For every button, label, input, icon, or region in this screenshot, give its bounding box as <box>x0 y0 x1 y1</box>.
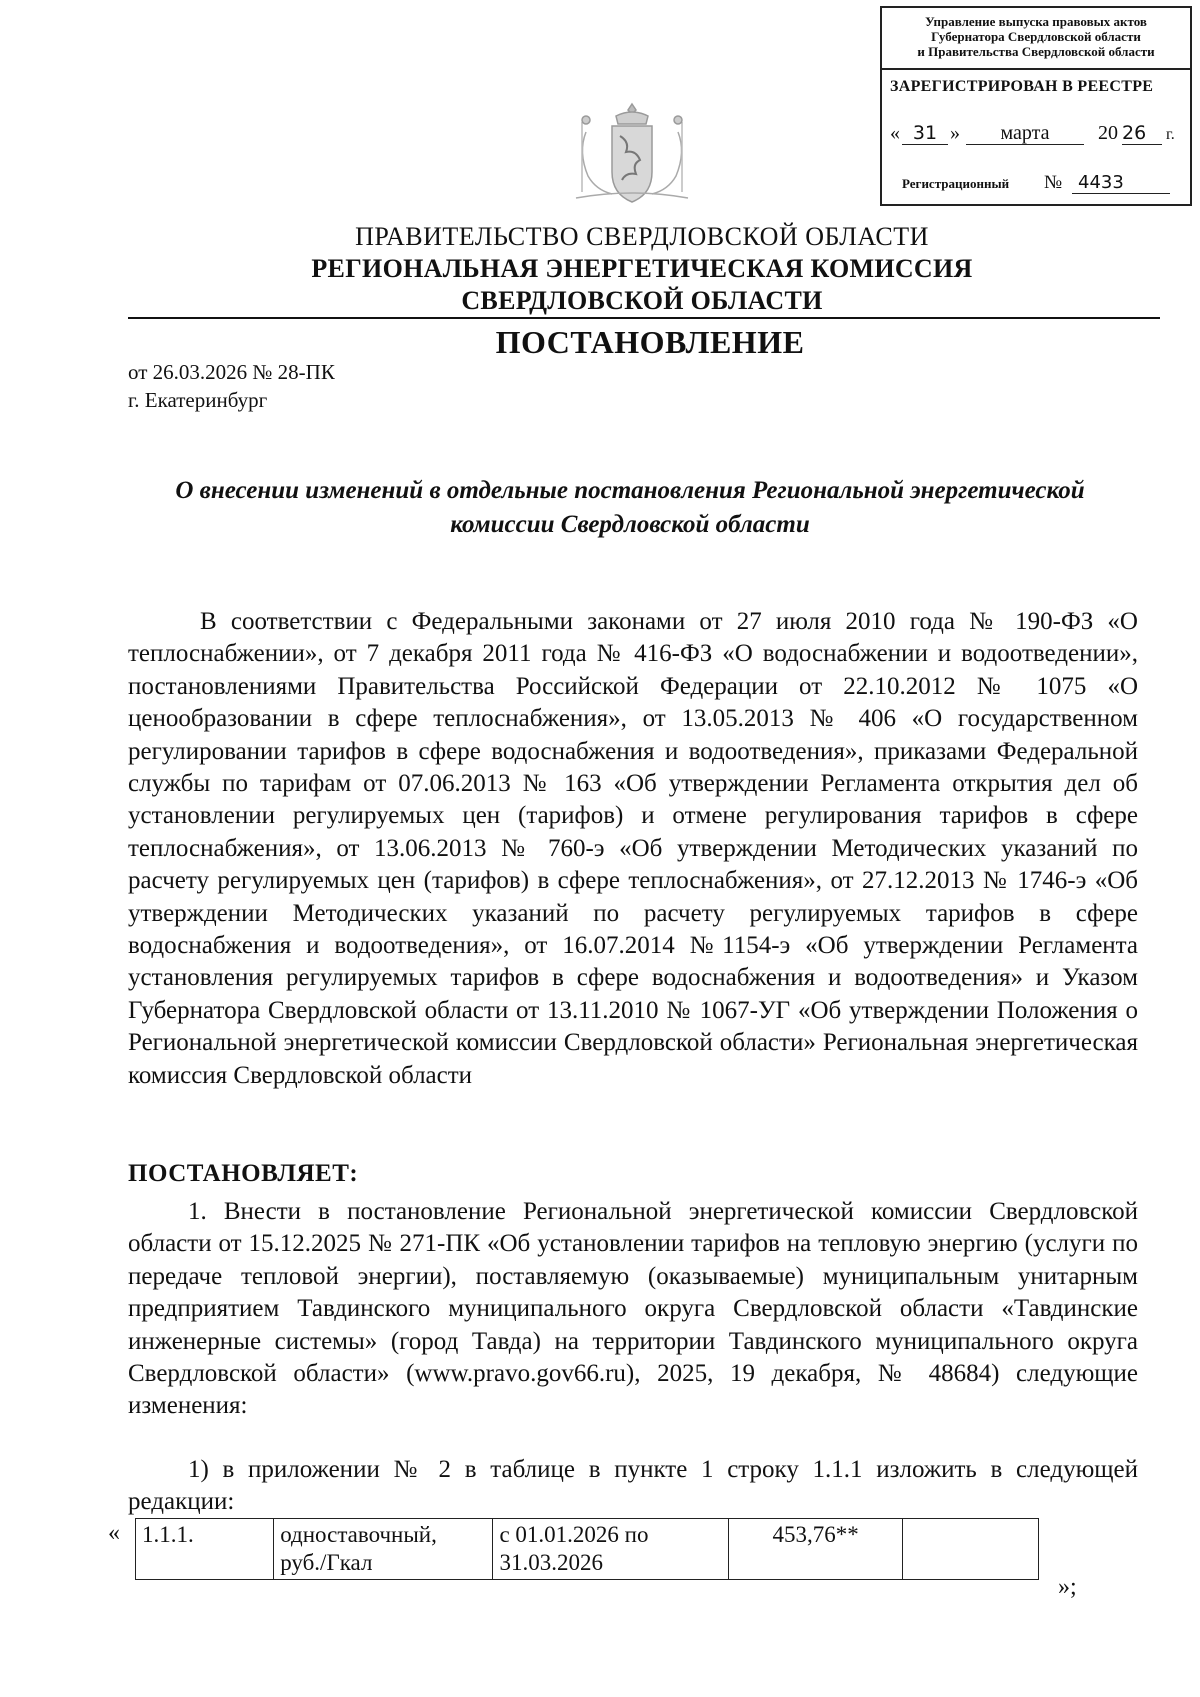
document-city: г. Екатеринбург <box>128 388 268 412</box>
stamp-reg-sign: № <box>1044 172 1063 193</box>
stamp-year-suffix: 26 <box>1122 122 1162 145</box>
cell-extra <box>902 1519 1038 1580</box>
stamp-quote-open: « <box>890 122 900 144</box>
amendment-quote-close: »; <box>1058 1574 1077 1600</box>
commission-name-line2: СВЕРДЛОВСКОЙ ОБЛАСТИ <box>461 286 823 315</box>
document-title: О внесении изменений в отдельные постановления Региональной энергетической комиссии Свердловской области <box>175 477 1085 538</box>
stamp-org-line: Губернатора Свердловской области <box>931 29 1141 44</box>
stamp-month: марта <box>966 122 1084 145</box>
stamp-reg-number: 4433 <box>1072 172 1170 194</box>
coat-of-arms-emblem <box>572 102 692 212</box>
document-date-number: от 26.03.2026 № 28-ПК <box>128 360 335 384</box>
stamp-year-unit: г. <box>1166 126 1175 143</box>
cell-rate-type: одноставочный, руб./Гкал <box>274 1519 493 1580</box>
preamble-paragraph: В соответствии с Федеральными законами от 27 июля 2010 года № 190-ФЗ «О теплоснабжении», от 7 декабря 2011 года № 416-ФЗ «О водоснабжении и водоотведении», постановлениями Правительства Российской Федерации от 22.10.2012 № 1075 «О ценообразовании в сфере теплоснабжения», от 13.05.2013 № 406 «О государственном регулировании тарифов в сфере водоснабжения и водоотведения», приказами Федеральной службы по тарифам от 07.06.2013 № 163 «Об утверждении Регламента открытия дел об установлении регулируемых цен (тарифов) и отмене регулирования тарифов в сфере теплоснабжения», от 13.06.2013 № 760-э «Об утверждении Методических указаний по расчету регулируемых цен (тарифов) в сфере теплоснабжения», от 27.12.2013 № 1746-э «Об утверждении Методических указаний по расчету регулируемых тарифов в сфере водоснабжения и водоотведения», от 16.07.2014 №1154-э «Об утверждении Регламента установления регулируемых тарифов в сфере водоснабжения и водоотведения» и Указом Губернатора Свердловской области от 13.11.2010 № 1067-УГ «Об утверждении Положения о Региональной энергетической комиссии Свердловской области» Региональная энергетическая комиссия Свердловской области <box>128 608 1138 1089</box>
government-name: ПРАВИТЕЛЬСТВО СВЕРДЛОВСКОЙ ОБЛАСТИ <box>355 222 929 251</box>
cell-value: 453,76** <box>729 1519 903 1580</box>
document-type: ПОСТАНОВЛЕНИЕ <box>495 324 805 360</box>
commission-name-line1: РЕГИОНАЛЬНАЯ ЭНЕРГЕТИЧЕСКАЯ КОМИССИЯ <box>311 254 973 283</box>
amendment-quote-open: « <box>108 1520 120 1546</box>
table-row <box>136 1519 1039 1580</box>
item-1-subitem-1: 1) в приложении № 2 в таблице в пункте 1 строку 1.1.1 изложить в следующей редакции: <box>128 1456 1138 1516</box>
stamp-organization <box>882 14 1190 59</box>
decree-word: ПОСТАНОВЛЯЕТ: <box>128 1160 359 1187</box>
stamp-quote-close: » <box>950 122 960 144</box>
cell-code: 1.1.1. <box>136 1519 274 1580</box>
stamp-year-prefix: 20 <box>1098 122 1118 144</box>
cell-period: с 01.01.2026 по 31.03.2026 <box>493 1519 729 1580</box>
stamp-org-line: Управление выпуска правовых актов <box>925 14 1147 29</box>
header-rule <box>128 317 1160 319</box>
stamp-registered-title: ЗАРЕГИСТРИРОВАН В РЕЕСТРЕ <box>890 78 1154 95</box>
stamp-divider <box>882 68 1190 70</box>
stamp-org-line: и Правительства Свердловской области <box>917 44 1155 59</box>
stamp-reg-label: Регистрационный <box>902 176 1010 191</box>
amendment-table <box>135 1518 1039 1580</box>
item-1-paragraph: 1. Внести в постановление Региональной энергетической комиссии Свердловской области от 15.12.2025 № 271-ПК «Об установлении тарифов на тепловую энергию (услуги по передаче тепловой энергии), поставляемую (оказываемые) муниципальным унитарным предприятием Тавдинского муниципального округа Свердловской области «Тавдинские инженерные системы» (город Тавда) на территории Тавдинского муниципального округа Свердловской области» (www.pravo.gov66.ru), 2025, 19 декабря, № 48684) следующие изменения: <box>128 1198 1138 1420</box>
registry-stamp <box>880 6 1192 206</box>
stamp-day: 31 <box>902 122 948 145</box>
